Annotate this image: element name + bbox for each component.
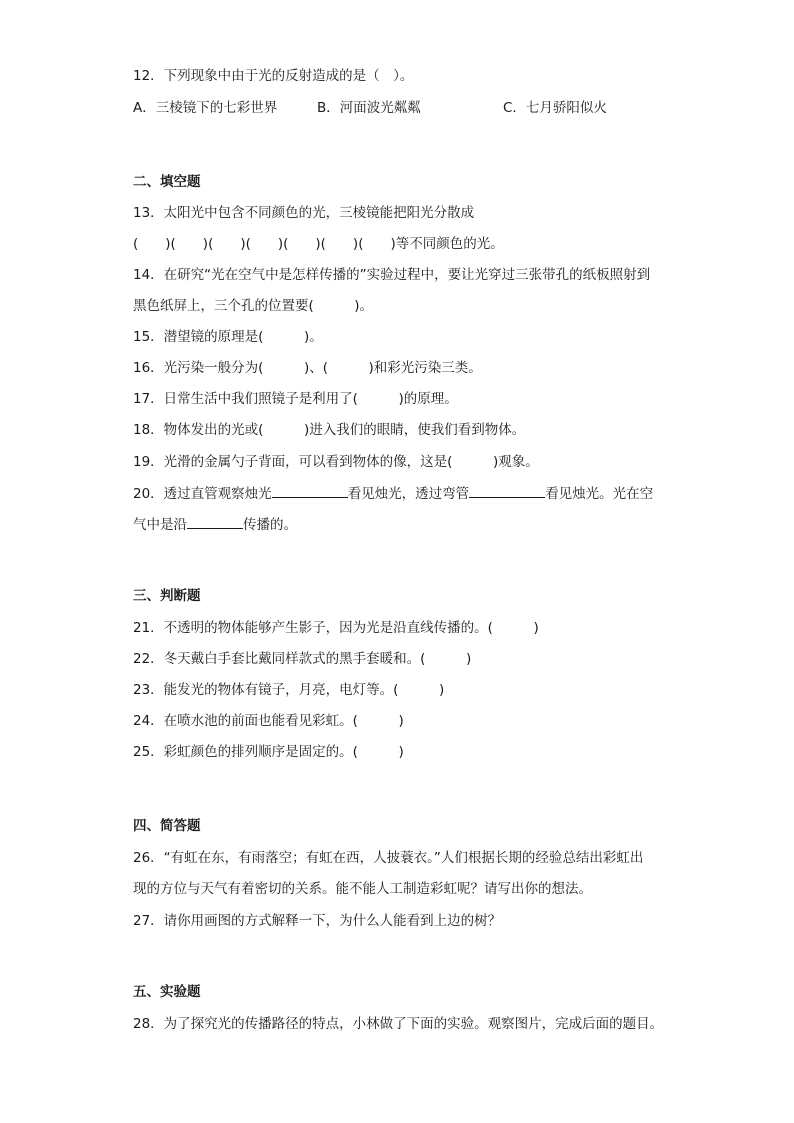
section-short-answer-title: 四、简答题 <box>133 818 201 834</box>
question-13-line2: ( )( )( )( )( )( )( )等不同颜色的光。 <box>133 236 504 252</box>
question-20-line2 <box>133 514 297 535</box>
q20-part-d: 气中是沿 <box>133 517 187 533</box>
section-judgement-title: 三、判断题 <box>133 588 201 604</box>
question-15: 15．潜望镜的原理是( )。 <box>133 329 323 345</box>
question-13-line1: 13．太阳光中包含不同颜色的光，三棱镜能把阳光分散成 <box>133 205 475 221</box>
q20-part-e: 传播的。 <box>243 517 297 533</box>
question-24: 24．在喷水池的前面也能看见彩虹。( ) <box>133 713 404 729</box>
question-12: 12．下列现象中由于光的反射造成的是（ ）。 <box>133 68 414 84</box>
q20-part-a: 20．透过直管观察烛光 <box>133 486 272 502</box>
question-27: 27．请你用画图的方式解释一下，为什么人能看到上边的树？ <box>133 913 502 929</box>
q20-part-b: 看见烛光，透过弯管 <box>347 486 470 502</box>
question-22: 22．冬天戴白手套比戴同样款式的黑手套暖和。( ) <box>133 651 472 667</box>
q20-blank-2 <box>469 483 545 498</box>
question-21: 21．不透明的物体能够产生影子，因为光是沿直线传播的。( ) <box>133 620 539 636</box>
question-26-line1: 26．“有虹在东，有雨落空；有虹在西，人披蓑衣。”人们根据长期的经验总结出彩虹出 <box>133 850 644 866</box>
q12-option-a: A．三棱镜下的七彩世界 <box>133 100 278 116</box>
section-experiment-title: 五、实验题 <box>133 984 201 1000</box>
question-23: 23．能发光的物体有镜子，月亮，电灯等。( ) <box>133 682 445 698</box>
question-28: 28．为了探究光的传播路径的特点，小林做了下面的实验。观察图片，完成后面的题目。 <box>133 1016 664 1032</box>
question-25: 25．彩虹颜色的排列顺序是固定的。( ) <box>133 744 404 760</box>
question-26-line2: 现的方位与天气有着密切的关系。能不能人工制造彩虹呢？请写出你的想法。 <box>133 881 592 897</box>
question-17: 17．日常生活中我们照镜子是利用了( )的原理。 <box>133 391 458 407</box>
section-fill-in-title: 二、填空题 <box>133 174 201 190</box>
q12-option-b: B．河面波光粼粼 <box>317 100 421 116</box>
question-16: 16．光污染一般分为( )、( )和彩光污染三类。 <box>133 360 482 376</box>
question-20-line1 <box>133 483 653 504</box>
question-19: 19．光滑的金属勺子背面，可以看到物体的像，这是( )观象。 <box>133 454 539 470</box>
q20-blank-1 <box>272 483 348 498</box>
q12-option-c: C．七月骄阳似火 <box>503 100 607 116</box>
q20-blank-3 <box>187 514 243 529</box>
question-14-line1: 14．在研究“光在空气中是怎样传播的”实验过程中，要让光穿过三张带孔的纸板照射到 <box>133 267 651 283</box>
question-18: 18．物体发出的光或( )进入我们的眼睛，使我们看到物体。 <box>133 422 526 438</box>
question-14-line2: 黑色纸屏上，三个孔的位置要( )。 <box>133 298 374 314</box>
q20-part-c: 看见烛光。光在空 <box>545 486 654 502</box>
